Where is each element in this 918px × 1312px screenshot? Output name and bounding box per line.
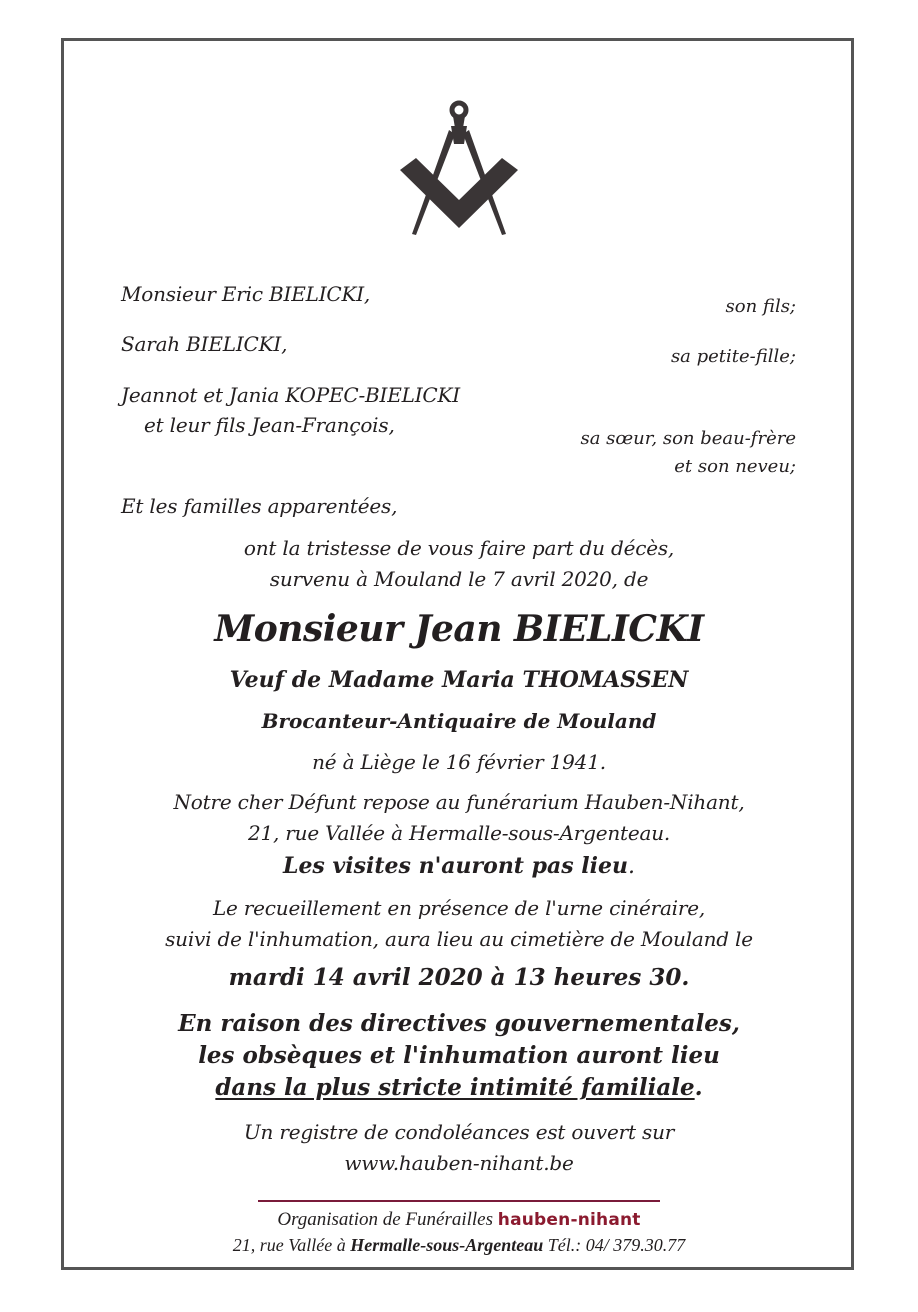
family-member-relation: sa sœur, son beau-frère xyxy=(580,428,796,449)
repose-address: 21, rue Vallée à Hermalle-sous-Argenteau. xyxy=(247,821,671,845)
ceremony-line: Le recueillement en présence de l'urne cinéraire, xyxy=(212,896,706,920)
visits-period: . xyxy=(628,854,636,879)
deceased-name: Monsieur Jean BIELICKI xyxy=(214,608,704,650)
announcement-line: ont la tristesse de vous faire part du décès, xyxy=(243,536,675,560)
notice-line xyxy=(0,1074,918,1101)
footer-phone: Tél.: 04/ 379.30.77 xyxy=(547,1235,686,1255)
birth-line: né à Liège le 16 février 1941. xyxy=(312,750,606,774)
family-member-name-continued: et leur fils Jean-François, xyxy=(144,413,395,437)
visits-text: Les visites n'auront pas lieu xyxy=(282,853,629,879)
notice-emphasis: dans la plus stricte intimité familiale xyxy=(215,1074,695,1101)
widower-line: Veuf de Madame Maria THOMASSEN xyxy=(229,667,689,693)
footer-address xyxy=(0,1235,918,1256)
notice-period: . xyxy=(694,1074,703,1101)
condolences-url[interactable]: www.hauben-nihant.be xyxy=(344,1151,574,1175)
family-member-name: Sarah BIELICKI, xyxy=(121,332,288,356)
ceremony-datetime: mardi 14 avril 2020 à 13 heures 30. xyxy=(228,964,690,991)
footer-organisation xyxy=(0,1209,918,1231)
family-member-relation: sa petite-fille; xyxy=(670,346,796,367)
announcement-line: survenu à Mouland le 7 avril 2020, de xyxy=(269,567,649,591)
notice-line: les obsèques et l'inhumation auront lieu xyxy=(198,1042,720,1069)
footer-org-prefix: Organisation de Funérailles xyxy=(277,1209,494,1230)
ceremony-line: suivi de l'inhumation, aura lieu au cimetière de Mouland le xyxy=(165,927,753,951)
footer-divider xyxy=(258,1200,660,1202)
family-member-name: Jeannot et Jania KOPEC-BIELICKI xyxy=(121,383,460,407)
extended-family: Et les familles apparentées, xyxy=(121,494,398,518)
repose-line: Notre cher Défunt repose au funérarium Hauben-Nihant, xyxy=(173,790,745,814)
footer-address-town: Hermalle-sous-Argenteau xyxy=(350,1235,544,1255)
footer-address-prefix: 21, rue Vallée à xyxy=(232,1235,346,1255)
family-member-relation-continued: et son neveu; xyxy=(674,456,796,477)
occupation-line: Brocanteur-Antiquaire de Mouland xyxy=(261,709,657,733)
family-member-name: Monsieur Eric BIELICKI, xyxy=(121,282,371,306)
family-member-relation: son fils; xyxy=(725,296,796,317)
square-and-compass-icon xyxy=(398,100,520,238)
visits-note xyxy=(0,853,918,879)
notice-line: En raison des directives gouvernementales, xyxy=(178,1010,740,1037)
condolences-line: Un registre de condoléances est ouvert sur xyxy=(243,1120,675,1144)
brand-logo: hauben-nihant xyxy=(497,1210,641,1230)
